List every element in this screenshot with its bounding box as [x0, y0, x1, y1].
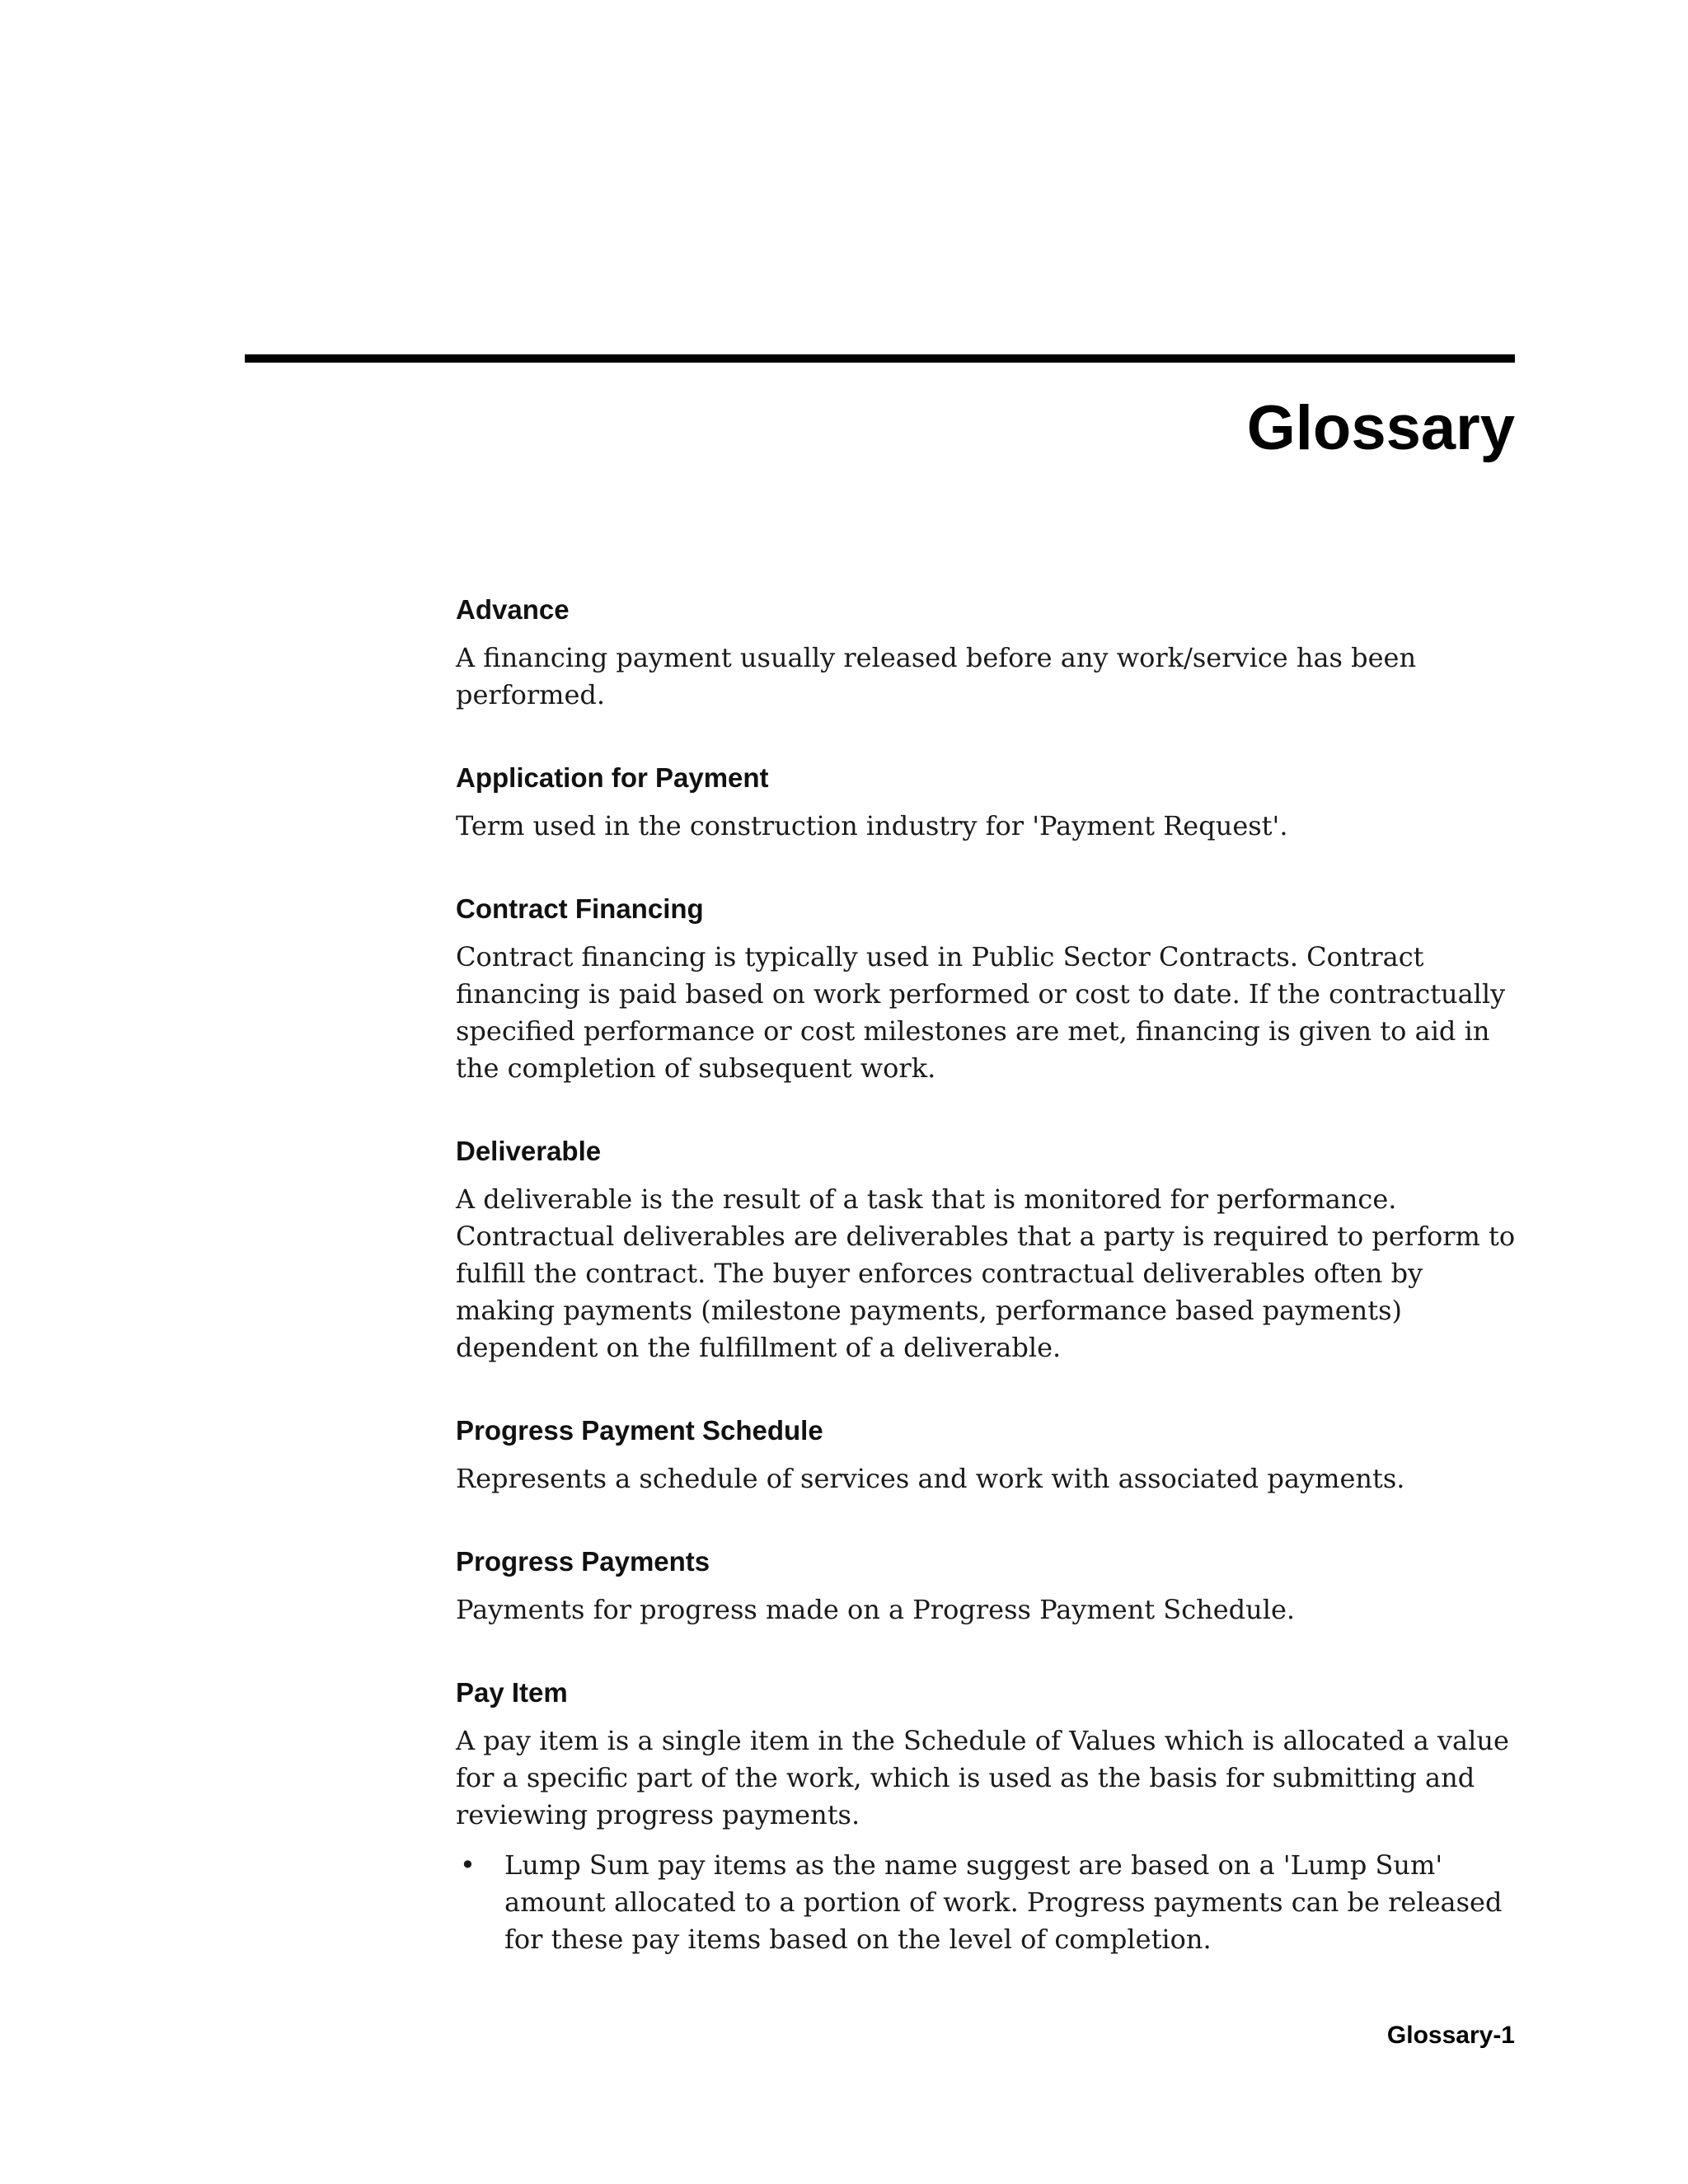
glossary-term: Advance [456, 594, 570, 625]
glossary-entry-deliverable [456, 1135, 1519, 1366]
glossary-entry-application-for-payment [456, 762, 1519, 845]
glossary-definition: Represents a schedule of services and work with associated payments. [456, 1463, 1405, 1494]
glossary-content [456, 593, 1519, 2006]
glossary-term: Application for Payment [456, 762, 769, 793]
glossary-term: Progress Payment Schedule [456, 1415, 823, 1446]
bullet-item [456, 1847, 1519, 1958]
glossary-definition: Contract financing is typically used in Public Sector Contracts. Contract financing is paid based on work performed or cost to date. If the contractually specified performance or cost milestones are met, financing is given to aid in the completion of subsequent work. [456, 941, 1506, 1084]
glossary-entry-contract-financing [456, 893, 1519, 1087]
glossary-entry-progress-payment-schedule [456, 1414, 1519, 1497]
glossary-entry-pay-item [456, 1676, 1519, 1958]
glossary-definition: A deliverable is the result of a task that is monitored for performance. Contractual deliverables are deliverables that a party is required to perform to fulfill the contract. The buyer enforces contractual deliverables often by making payments (milestone payments, performance based payments) dependent on the fulfillment of a deliverable. [456, 1183, 1516, 1363]
page-title: Glossary [1246, 393, 1515, 463]
glossary-entry-advance [456, 593, 1519, 714]
bullet-text: Lump Sum pay items as the name suggest are based on a 'Lump Sum' amount allocated to a portion of work. Progress payments can be released for these pay items based on the level of completion. [504, 1849, 1503, 1955]
title-rule [245, 354, 1515, 363]
glossary-term: Deliverable [456, 1136, 602, 1166]
glossary-definition: A financing payment usually released before any work/service has been performed. [456, 642, 1417, 710]
glossary-term: Progress Payments [456, 1546, 710, 1577]
glossary-entry-progress-payments [456, 1545, 1519, 1629]
glossary-definition: A pay item is a single item in the Schedule of Values which is allocated a value for a specific part of the work, which is used as the basis for submitting and reviewing progress payments. [456, 1725, 1509, 1830]
bullet-list [456, 1847, 1519, 1958]
glossary-definition: Payments for progress made on a Progress Payment Schedule. [456, 1594, 1296, 1625]
bullet-icon: • [460, 1849, 476, 1881]
page-number: Glossary-1 [1386, 2022, 1515, 2049]
glossary-definition: Term used in the construction industry for 'Payment Request'. [456, 810, 1288, 841]
glossary-term: Pay Item [456, 1677, 568, 1708]
glossary-term: Contract Financing [456, 893, 704, 924]
